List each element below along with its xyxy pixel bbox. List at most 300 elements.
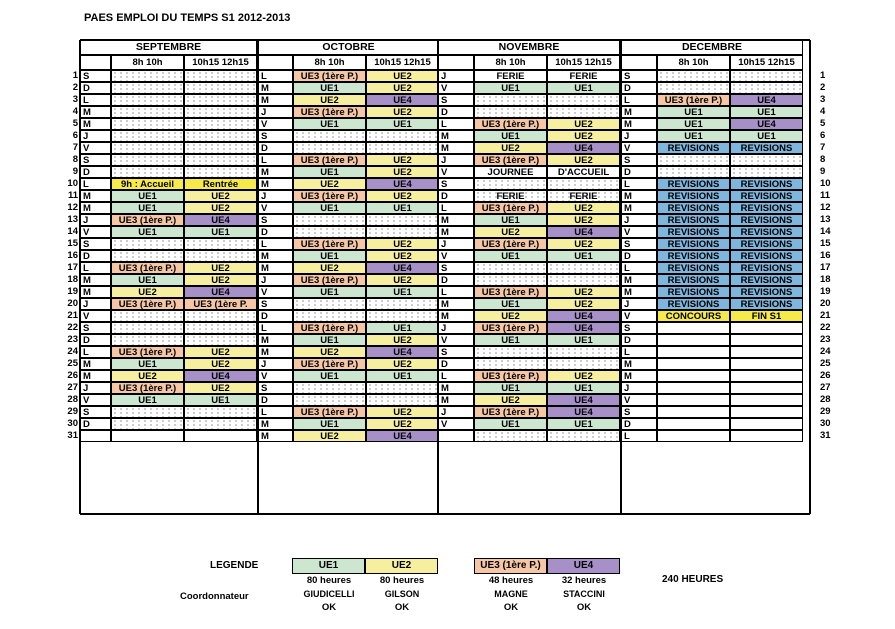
day-of-week: S: [80, 322, 111, 334]
day-of-week: M: [621, 118, 657, 130]
day-of-week: S: [258, 214, 293, 226]
slot-8h: UE1: [293, 370, 366, 382]
day-of-week: J: [621, 130, 657, 142]
day-of-week: M: [621, 370, 657, 382]
slot-8h: [474, 358, 547, 370]
legend-hours: 80 heures: [379, 575, 425, 586]
slot-8h: [293, 394, 366, 406]
slot-8h: UE2: [111, 286, 184, 298]
day-number-left: 2: [72, 82, 78, 93]
slot-8h: [111, 142, 184, 154]
slot-8h: [657, 334, 730, 346]
slot-8h: [111, 310, 184, 322]
day-number-right: 2: [820, 82, 826, 93]
day-of-week: D: [438, 274, 474, 286]
day-of-week: D: [80, 82, 111, 94]
day-of-week: M: [438, 130, 474, 142]
day-of-week: V: [80, 226, 111, 238]
slot-10h15: [730, 370, 803, 382]
slot-8h: FERIE: [474, 190, 547, 202]
slot-8h: UE1: [474, 298, 547, 310]
day-of-week: M: [438, 298, 474, 310]
slot-8h: UE1: [474, 82, 547, 94]
day-of-week: M: [438, 394, 474, 406]
slot-10h15: [547, 178, 620, 190]
slot-8h: CONCOURS: [657, 310, 730, 322]
day-number-right: 3: [820, 94, 826, 105]
slot-8h: REVISIONS: [657, 202, 730, 214]
slot-8h: UE2: [293, 346, 366, 358]
day-of-week: S: [621, 238, 657, 250]
day-number-right: 23: [820, 334, 831, 345]
slot-8h: REVISIONS: [657, 214, 730, 226]
day-number-right: 31: [820, 430, 831, 441]
slot-8h: [293, 298, 366, 310]
slot-8h: [657, 322, 730, 334]
day-of-week: L: [621, 430, 657, 442]
slot-10h15: [730, 322, 803, 334]
day-of-week: V: [438, 334, 474, 346]
day-of-week: S: [621, 70, 657, 82]
day-of-week: J: [438, 322, 474, 334]
day-number-right: 14: [820, 226, 831, 237]
day-number-left: 30: [67, 418, 78, 429]
legend-label: LEGENDE: [210, 560, 259, 571]
day-number-right: 16: [820, 250, 831, 261]
day-of-week: M: [621, 190, 657, 202]
slot-8h: UE1: [111, 190, 184, 202]
slot-10h15: UE2: [184, 274, 257, 286]
slot-10h15: [730, 70, 803, 82]
slot-8h: [474, 178, 547, 190]
slot-10h15: [184, 106, 257, 118]
slot-10h15: [730, 334, 803, 346]
slot-10h15: [547, 106, 620, 118]
day-number-left: 23: [67, 334, 78, 345]
slot-10h15: [730, 166, 803, 178]
slot-8h: [657, 154, 730, 166]
slot-10h15: UE2: [366, 358, 439, 370]
slot-8h: UE1: [474, 334, 547, 346]
day-number-left: 10: [67, 178, 78, 189]
legend-status: OK: [394, 602, 410, 613]
slot-10h15: [366, 214, 439, 226]
slot-10h15: [184, 70, 257, 82]
day-number-right: 8: [820, 154, 826, 165]
slot-8h: UE1: [474, 250, 547, 262]
month-header: SEPTEMBRE: [80, 40, 257, 55]
slot-8h: [657, 418, 730, 430]
slot-header: 8h 10h: [293, 55, 366, 70]
slot-8h: [657, 370, 730, 382]
day-of-week: M: [621, 286, 657, 298]
page-title: PAES EMPLOI DU TEMPS S1 2012-2013: [84, 12, 291, 24]
slot-10h15: UE1: [366, 286, 439, 298]
day-number-left: 29: [67, 406, 78, 417]
day-of-week: J: [80, 382, 111, 394]
slot-8h: UE2: [474, 142, 547, 154]
slot-10h15: [184, 82, 257, 94]
day-of-week: V: [258, 118, 293, 130]
day-of-week: S: [621, 322, 657, 334]
legend-swatch: UE4: [547, 558, 620, 574]
slot-10h15: [547, 94, 620, 106]
slot-8h: UE3 (1ère P.): [474, 238, 547, 250]
day-number-right: 15: [820, 238, 831, 249]
day-number-left: 16: [67, 250, 78, 261]
slot-10h15: REVISIONS: [730, 142, 803, 154]
slot-10h15: UE2: [366, 154, 439, 166]
day-number-right: 29: [820, 406, 831, 417]
day-of-week: M: [80, 358, 111, 370]
slot-8h: UE3 (1ère P.): [474, 286, 547, 298]
slot-8h: UE1: [293, 202, 366, 214]
slot-10h15: [730, 358, 803, 370]
schedule-grid: [80, 40, 810, 514]
slot-8h: [111, 106, 184, 118]
slot-8h: [657, 70, 730, 82]
slot-8h: [657, 166, 730, 178]
day-of-week: V: [438, 166, 474, 178]
day-number-left: 8: [72, 154, 78, 165]
slot-8h: UE3 (1ère P.): [474, 370, 547, 382]
slot-10h15: UE1: [547, 418, 620, 430]
slot-8h: UE1: [293, 334, 366, 346]
slot-10h15: UE4: [730, 94, 803, 106]
slot-8h: UE3 (1ère P.): [293, 358, 366, 370]
day-of-week: J: [621, 382, 657, 394]
day-number-right: 17: [820, 262, 831, 273]
slot-8h: [657, 430, 730, 442]
legend-status: OK: [576, 602, 592, 613]
slot-header: 10h15 12h15: [547, 55, 620, 70]
slot-header: 8h 10h: [474, 55, 547, 70]
day-of-week: V: [438, 250, 474, 262]
day-of-week: L: [621, 262, 657, 274]
slot-8h: [657, 394, 730, 406]
day-of-week: [438, 430, 474, 442]
legend-status: OK: [503, 602, 519, 613]
slot-8h: [111, 418, 184, 430]
slot-8h: UE3 (1ère P.): [657, 94, 730, 106]
day-number-left: 22: [67, 322, 78, 333]
slot-8h: [111, 430, 184, 442]
day-of-week: S: [80, 70, 111, 82]
slot-8h: UE2: [293, 178, 366, 190]
slot-8h: REVISIONS: [657, 142, 730, 154]
slot-10h15: [184, 250, 257, 262]
day-of-week: D: [80, 334, 111, 346]
day-of-week: D: [258, 226, 293, 238]
day-of-week: S: [438, 346, 474, 358]
day-number-right: 24: [820, 346, 831, 357]
day-of-week: L: [258, 406, 293, 418]
month-divider: [620, 40, 622, 514]
slot-10h15: UE4: [366, 430, 439, 442]
slot-10h15: [184, 94, 257, 106]
day-of-week: V: [80, 394, 111, 406]
slot-10h15: [184, 118, 257, 130]
slot-8h: [111, 406, 184, 418]
slot-8h: UE2: [474, 394, 547, 406]
day-of-week: D: [258, 394, 293, 406]
slot-header: 8h 10h: [111, 55, 184, 70]
slot-10h15: UE2: [366, 418, 439, 430]
day-number-left: 11: [67, 190, 78, 201]
day-of-week: D: [621, 250, 657, 262]
day-number-right: 12: [820, 202, 831, 213]
day-number-right: 10: [820, 178, 831, 189]
day-of-week: V: [258, 286, 293, 298]
slot-8h: UE3 (1ère P.): [293, 406, 366, 418]
slot-8h: REVISIONS: [657, 262, 730, 274]
slot-10h15: FERIE: [547, 70, 620, 82]
slot-10h15: UE4: [366, 178, 439, 190]
slot-8h: UE3 (1ère P.): [474, 118, 547, 130]
day-of-week: M: [80, 286, 111, 298]
coordinator-label: Coordonnateur: [180, 591, 249, 602]
day-of-week: D: [258, 142, 293, 154]
day-of-week: S: [80, 406, 111, 418]
slot-10h15: REVISIONS: [730, 202, 803, 214]
day-number-left: 26: [67, 370, 78, 381]
slot-10h15: UE2: [547, 202, 620, 214]
slot-8h: UE3 (1ère P.): [474, 202, 547, 214]
slot-8h: UE2: [111, 370, 184, 382]
day-of-week: D: [621, 334, 657, 346]
day-of-week: S: [438, 262, 474, 274]
day-number-right: 28: [820, 394, 831, 405]
slot-10h15: REVISIONS: [730, 238, 803, 250]
slot-10h15: UE2: [184, 358, 257, 370]
day-number-right: 20: [820, 298, 831, 309]
day-of-week: M: [258, 430, 293, 442]
slot-8h: [111, 154, 184, 166]
day-of-week: M: [438, 226, 474, 238]
slot-10h15: UE1: [547, 250, 620, 262]
slot-10h15: [184, 142, 257, 154]
day-of-week: L: [80, 178, 111, 190]
slot-8h: [474, 106, 547, 118]
slot-10h15: [366, 142, 439, 154]
day-of-week: M: [258, 94, 293, 106]
legend-coordinator: GIUDICELLI: [303, 589, 355, 599]
slot-10h15: UE4: [547, 142, 620, 154]
day-of-week: D: [258, 310, 293, 322]
slot-10h15: UE2: [366, 274, 439, 286]
day-of-week: S: [438, 94, 474, 106]
legend-coordinator: STACCINI: [563, 589, 605, 599]
day-number-left: 13: [67, 214, 78, 225]
slot-10h15: UE2: [366, 166, 439, 178]
frame-top: [80, 39, 810, 41]
day-of-week: L: [80, 346, 111, 358]
day-number-left: 3: [72, 94, 78, 105]
slot-8h: REVISIONS: [657, 274, 730, 286]
day-number-left: 4: [72, 106, 78, 117]
day-number-left: 6: [72, 130, 78, 141]
slot-header: 10h15 12h15: [366, 55, 439, 70]
day-of-week: V: [621, 394, 657, 406]
slot-10h15: [366, 226, 439, 238]
slot-10h15: REVISIONS: [730, 286, 803, 298]
slot-8h: UE3 (1ère P.): [293, 154, 366, 166]
slot-8h: [293, 226, 366, 238]
slot-10h15: [730, 82, 803, 94]
slot-10h15: UE4: [547, 322, 620, 334]
day-of-week: J: [258, 358, 293, 370]
slot-8h: [111, 166, 184, 178]
corner-cell: [621, 55, 657, 70]
slot-8h: [657, 358, 730, 370]
slot-10h15: UE1: [184, 226, 257, 238]
slot-8h: UE2: [293, 94, 366, 106]
slot-10h15: [184, 238, 257, 250]
slot-8h: [111, 334, 184, 346]
day-number-right: 26: [820, 370, 831, 381]
day-of-week: J: [80, 130, 111, 142]
slot-8h: UE1: [474, 130, 547, 142]
day-of-week: J: [438, 406, 474, 418]
day-number-left: 12: [67, 202, 78, 213]
slot-10h15: [184, 334, 257, 346]
month-divider: [257, 40, 259, 514]
slot-8h: [111, 250, 184, 262]
slot-8h: UE1: [657, 130, 730, 142]
slot-8h: UE1: [111, 358, 184, 370]
slot-10h15: UE1: [366, 202, 439, 214]
day-of-week: M: [621, 358, 657, 370]
day-of-week: D: [621, 82, 657, 94]
day-of-week: L: [438, 370, 474, 382]
legend-swatch: UE1: [292, 558, 365, 574]
day-of-week: J: [258, 106, 293, 118]
day-of-week: V: [438, 82, 474, 94]
day-of-week: S: [80, 238, 111, 250]
slot-8h: [657, 406, 730, 418]
slot-8h: REVISIONS: [657, 298, 730, 310]
day-of-week: V: [621, 310, 657, 322]
slot-10h15: UE2: [366, 70, 439, 82]
slot-10h15: UE1: [184, 394, 257, 406]
slot-10h15: UE1: [366, 118, 439, 130]
day-of-week: J: [621, 298, 657, 310]
day-of-week: V: [621, 142, 657, 154]
slot-10h15: UE2: [366, 334, 439, 346]
slot-8h: UE3 (1ère P.): [474, 322, 547, 334]
slot-8h: UE1: [657, 118, 730, 130]
day-of-week: M: [258, 166, 293, 178]
slot-10h15: REVISIONS: [730, 214, 803, 226]
day-of-week: S: [621, 406, 657, 418]
slot-10h15: FERIE: [547, 190, 620, 202]
slot-10h15: UE4: [547, 406, 620, 418]
day-of-week: L: [80, 94, 111, 106]
day-of-week: L: [621, 346, 657, 358]
slot-10h15: UE2: [184, 346, 257, 358]
day-of-week: J: [258, 190, 293, 202]
day-of-week: M: [80, 202, 111, 214]
day-number-left: 5: [72, 118, 78, 129]
day-number-right: 1: [820, 70, 826, 81]
slot-8h: [111, 82, 184, 94]
slot-10h15: UE1: [547, 82, 620, 94]
slot-8h: UE1: [111, 394, 184, 406]
day-of-week: V: [258, 370, 293, 382]
legend-hours: 32 heures: [561, 575, 607, 586]
day-number-right: 19: [820, 286, 831, 297]
day-of-week: L: [621, 94, 657, 106]
slot-10h15: UE2: [547, 286, 620, 298]
slot-8h: UE2: [474, 226, 547, 238]
day-number-right: 30: [820, 418, 831, 429]
month-divider: [809, 40, 811, 514]
day-number-left: 31: [67, 430, 78, 441]
day-number-left: 18: [67, 274, 78, 285]
slot-8h: [293, 130, 366, 142]
day-number-left: 17: [67, 262, 78, 273]
day-of-week: D: [438, 190, 474, 202]
slot-8h: UE1: [111, 202, 184, 214]
day-number-left: 28: [67, 394, 78, 405]
slot-10h15: [184, 406, 257, 418]
slot-10h15: [366, 394, 439, 406]
slot-8h: UE1: [293, 118, 366, 130]
slot-10h15: UE2: [547, 298, 620, 310]
day-number-left: 21: [67, 310, 78, 321]
slot-10h15: [184, 418, 257, 430]
day-of-week: M: [258, 178, 293, 190]
day-of-week: L: [258, 70, 293, 82]
slot-10h15: UE4: [366, 262, 439, 274]
slot-10h15: [730, 346, 803, 358]
day-of-week: L: [438, 118, 474, 130]
slot-8h: UE3 (1ère P.): [111, 214, 184, 226]
legend-coordinator: MAGNE: [494, 589, 528, 599]
slot-10h15: UE3 (1ère P.: [184, 298, 257, 310]
day-of-week: M: [438, 214, 474, 226]
day-number-right: 11: [820, 190, 831, 201]
slot-8h: UE1: [474, 382, 547, 394]
day-of-week: S: [80, 154, 111, 166]
slot-10h15: UE4: [184, 370, 257, 382]
slot-10h15: UE4: [730, 118, 803, 130]
slot-10h15: UE1: [730, 130, 803, 142]
slot-10h15: UE2: [366, 238, 439, 250]
day-of-week: J: [621, 214, 657, 226]
day-of-week: S: [438, 178, 474, 190]
day-of-week: M: [80, 190, 111, 202]
day-of-week: M: [621, 202, 657, 214]
slot-10h15: [730, 154, 803, 166]
day-of-week: M: [80, 118, 111, 130]
slot-10h15: UE2: [547, 214, 620, 226]
slot-8h: UE2: [474, 310, 547, 322]
day-number-left: 7: [72, 142, 78, 153]
slot-10h15: UE2: [184, 262, 257, 274]
slot-8h: 9h : Accueil: [111, 178, 184, 190]
day-of-week: V: [80, 142, 111, 154]
slot-8h: UE3 (1ère P.): [293, 70, 366, 82]
slot-8h: [657, 346, 730, 358]
slot-10h15: D'ACCUEIL: [547, 166, 620, 178]
slot-10h15: UE1: [366, 370, 439, 382]
slot-10h15: UE1: [730, 106, 803, 118]
slot-8h: [111, 238, 184, 250]
day-of-week: M: [258, 334, 293, 346]
day-number-left: 14: [67, 226, 78, 237]
slot-8h: UE1: [111, 274, 184, 286]
